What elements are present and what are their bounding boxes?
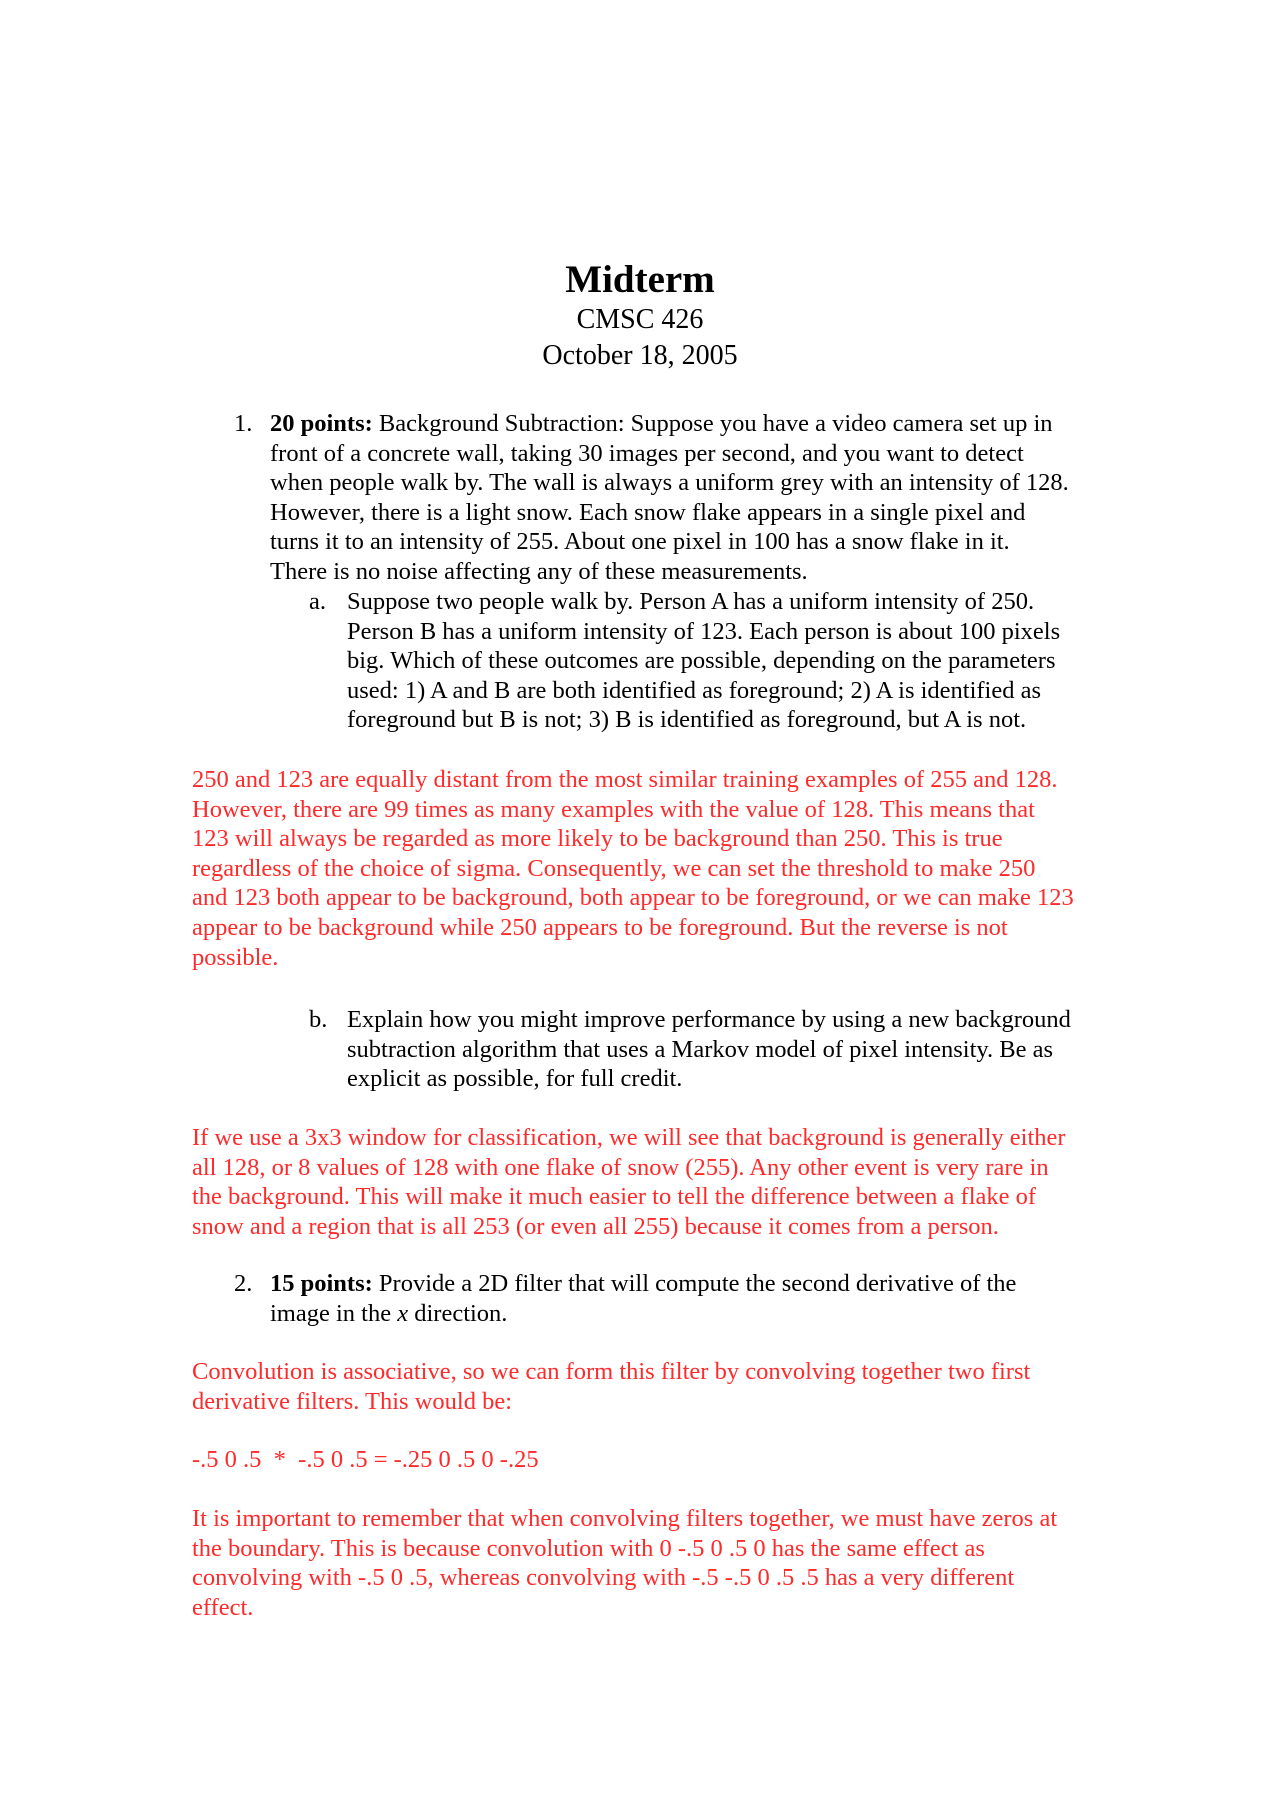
answer-line: Convolution is associative, so we can form this filter by convolving together two first [192,1358,1031,1385]
answer-line: 123 will always be regarded as more likely to be background than 250. This is true [192,825,1003,853]
part-a-line: used: 1) A and B are both identified as foreground; 2) A is identified as [347,676,1042,704]
part-a-line: foreground but B is not; 3) B is identified as foreground, but A is not. [347,706,1027,734]
part-a-label: a. [309,588,326,615]
question-2-line: 15 points: Provide a 2D filter that will compute the second derivative of the [270,1270,1017,1297]
answer-line: convolving with -.5 0 .5, whereas convolving with -.5 -.5 0 .5 .5 has a very different [192,1564,1015,1592]
part-a-text [347,587,1060,735]
answer-line: and 123 both appear to be background, both appear to be foreground, or we can make 123 [192,884,1074,912]
question-1-line: There is no noise affecting any of these measurements. [270,557,808,585]
variable-x: x [397,1299,409,1327]
question-2-answer-intro [192,1357,1030,1416]
answer-line: regardless of the choice of sigma. Consequently, we can set the threshold to make 250 [192,854,1036,882]
part-a-line: Suppose two people walk by. Person A has a uniform intensity of 250. [347,588,1035,615]
part-b-text [347,1005,1071,1094]
part-a-line: Person B has a uniform intensity of 123. Each person is about 100 pixels [347,617,1061,645]
course-code: CMSC 426 [576,304,704,335]
part-b-answer [192,1123,1066,1241]
answer-line: However, there are 99 times as many examples with the value of 128. This means that [192,795,1035,823]
question-1-line: 20 points: Background Subtraction: Suppose you have a video camera set up in [270,410,1053,437]
question-2-text [270,1269,1016,1328]
part-b-label: b. [309,1006,328,1033]
question-2-number: 2. [234,1270,253,1297]
part-a-line: big. Which of these outcomes are possible, depending on the parameters [347,647,1056,675]
question-1-line: front of a concrete wall, taking 30 images per second, and you want to detect [270,439,1024,467]
part-b-line: explicit as possible, for full credit. [347,1065,683,1093]
question-1-line: turns it to an intensity of 255. About one pixel in 100 has a snow flake in it. [270,528,1010,556]
answer-line: If we use a 3x3 window for classification, we will see that background is generally either [192,1124,1066,1151]
answer-line: snow and a region that is all 253 (or even all 255) because it comes from a person. [192,1212,999,1240]
question-1-number: 1. [234,410,253,437]
question-2-answer-note [192,1504,1057,1622]
question-1-text [270,409,1069,587]
answer-line: the boundary. This is because convolution with 0 -.5 0 .5 0 has the same effect as [192,1534,985,1562]
answer-line: all 128, or 8 values of 128 with one flake of snow (255). Any other event is very rare in [192,1153,1049,1181]
answer-line: effect. [192,1593,254,1621]
answer-line: 250 and 123 are equally distant from the most similar training examples of 255 and 128. [192,766,1058,793]
question-1-points: 20 points: [270,410,373,437]
answer-line: It is important to remember that when convolving filters together, we must have zeros at [192,1505,1058,1532]
question-1-line: when people walk by. The wall is always a uniform grey with an intensity of 128. [270,469,1069,497]
answer-line: possible. [192,943,279,971]
answer-line: derivative filters. This would be: [192,1387,513,1415]
part-b-line: subtraction algorithm that uses a Markov model of pixel intensity. Be as [347,1035,1054,1063]
page-title: Midterm [565,258,715,301]
part-a-answer [192,765,1074,972]
question-2-line: image in the x direction. [270,1299,508,1327]
part-b-line: Explain how you might improve performance by using a new background [347,1006,1071,1033]
exam-date: October 18, 2005 [542,340,738,371]
answer-line: the background. This will make it much easier to tell the difference between a flake of [192,1183,1037,1211]
question-2-points: 15 points: [270,1270,373,1297]
answer-line: appear to be background while 250 appears to be foreground. But the reverse is not [192,913,1008,941]
question-1-line: However, there is a light snow. Each snow flake appears in a single pixel and [270,498,1026,526]
filter-formula: -.5 0 .5 * -.5 0 .5 = -.25 0 .5 0 -.25 [192,1446,539,1473]
